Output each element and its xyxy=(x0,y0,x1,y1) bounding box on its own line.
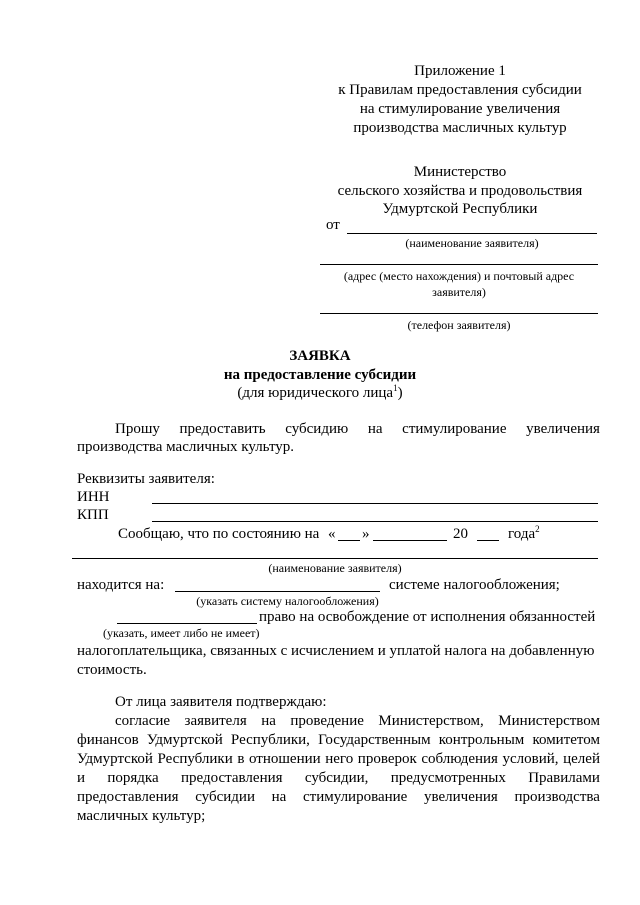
confirm-line-3 xyxy=(77,750,600,769)
confirm-line-2 xyxy=(77,731,600,750)
word: предусмотренных xyxy=(390,770,506,786)
word: отношении xyxy=(248,751,321,767)
word: субсидию xyxy=(285,421,349,437)
word: увеличения xyxy=(526,421,600,437)
confirm-heading: От лица заявителя подтверждаю: xyxy=(115,694,327,710)
confirm-line-6: масличных культур; xyxy=(77,808,206,824)
year-field[interactable] xyxy=(477,540,499,541)
requisites-label: Реквизиты заявителя: xyxy=(77,471,215,487)
year-prefix: 20 xyxy=(453,526,468,542)
appendix-rules-ref: к Правилам предоставления субсидии xyxy=(338,82,582,98)
word: Республики xyxy=(157,751,233,767)
vat-line-2: стоимость. xyxy=(77,662,147,678)
located-label: находится на: xyxy=(77,577,165,593)
exemption-text: право на освобождение от исполнения обязанностей xyxy=(259,609,596,625)
tax-system-text: системе налогообложения; xyxy=(389,577,560,593)
word: проверок xyxy=(357,751,417,767)
word: стимулирование xyxy=(303,789,408,805)
word: субсидии, xyxy=(304,770,369,786)
confirm-line-1 xyxy=(115,712,600,731)
word: заявителя xyxy=(184,713,247,729)
tax-system-caption: (указать систему налогообложения) xyxy=(196,594,379,608)
word: Министерством, xyxy=(378,713,484,729)
month-field[interactable] xyxy=(373,540,447,541)
applicant-caption: (наименование заявителя) xyxy=(268,561,402,575)
word: на xyxy=(261,713,276,729)
recipient-ministry-2: сельского хозяйства и продовольствия xyxy=(337,183,583,199)
year-word xyxy=(508,525,540,544)
word: контрольным xyxy=(438,732,525,748)
address-line[interactable] xyxy=(320,264,598,265)
recipient-ministry: Министерство xyxy=(413,164,507,180)
word: предоставить xyxy=(179,421,266,437)
document-note xyxy=(0,384,640,403)
vat-line-1: налогоплательщика, связанных с исчислением и уплатой налога на добавленную xyxy=(77,643,595,659)
applicant-name-caption: (наименование заявителя) xyxy=(405,236,539,250)
word: целей xyxy=(563,751,600,767)
confirm-line-5 xyxy=(77,788,600,807)
address-caption: (адрес (место нахождения) и почтовый адрес xyxy=(343,269,575,283)
word: Удмуртской xyxy=(77,751,153,767)
phone-caption: (телефон заявителя) xyxy=(407,318,511,332)
word: Министерством xyxy=(498,713,600,729)
word: субсидии xyxy=(195,789,255,805)
footnote-marker-1: 1 xyxy=(393,383,398,393)
document-note-close: ) xyxy=(397,385,403,401)
tax-system-field[interactable] xyxy=(175,591,380,592)
exemption-field[interactable] xyxy=(117,623,257,624)
report-text: Сообщаю, что по состоянию на xyxy=(118,526,320,542)
footnote-marker-2: 2 xyxy=(535,524,540,534)
exemption-caption: (указать, имеет либо не имеет) xyxy=(103,626,260,640)
inn-label: ИНН xyxy=(77,489,110,505)
document-subtitle: на предоставление субсидии xyxy=(223,367,417,383)
request-line-2: производства масличных культур. xyxy=(77,439,295,455)
word: производства xyxy=(514,789,600,805)
word: Правилами xyxy=(528,770,600,786)
quote-close: » xyxy=(362,526,370,542)
word: соблюдения xyxy=(421,751,498,767)
year-word-text: года xyxy=(508,526,536,542)
word: на xyxy=(271,789,287,805)
applicant-name-line[interactable] xyxy=(347,233,597,234)
word: проведение xyxy=(290,713,364,729)
day-field[interactable] xyxy=(338,540,360,541)
kpp-label: КПП xyxy=(77,507,109,523)
word: Государственным xyxy=(318,732,431,748)
word: Республики, xyxy=(230,732,310,748)
appendix-rules-ref-2: на стимулирование увеличения xyxy=(359,101,561,117)
appendix-rules-ref-3: производства масличных культур xyxy=(353,120,567,136)
inn-field[interactable] xyxy=(152,503,598,504)
word: на xyxy=(367,421,383,437)
confirm-line-4 xyxy=(77,769,600,788)
word: согласие xyxy=(115,713,171,729)
word: предоставления xyxy=(181,770,283,786)
address-caption-2: заявителя) xyxy=(432,285,486,299)
request-line-1 xyxy=(115,420,600,439)
word: условий, xyxy=(502,751,559,767)
phone-line[interactable] xyxy=(320,313,598,314)
document-title: ЗАЯВКА xyxy=(289,348,351,364)
word: предоставления xyxy=(77,789,179,805)
word: комитетом xyxy=(532,732,600,748)
word: порядка xyxy=(107,770,159,786)
word: Удмуртской xyxy=(146,732,223,748)
appendix-number: Приложение 1 xyxy=(414,63,506,79)
word: увеличения xyxy=(424,789,498,805)
word: и xyxy=(77,770,86,786)
word: Прошу xyxy=(115,421,160,437)
kpp-field[interactable] xyxy=(152,521,598,522)
word: в xyxy=(237,751,245,767)
document-note-text: (для юридического лица xyxy=(237,385,394,401)
word: стимулирование xyxy=(402,421,507,437)
applicant-name-field[interactable] xyxy=(72,558,598,559)
word: финансов xyxy=(77,732,139,748)
quote-open: « xyxy=(328,526,336,542)
word: него xyxy=(325,751,354,767)
from-label: от xyxy=(326,217,340,233)
recipient-ministry-3: Удмуртской Республики xyxy=(382,201,538,217)
